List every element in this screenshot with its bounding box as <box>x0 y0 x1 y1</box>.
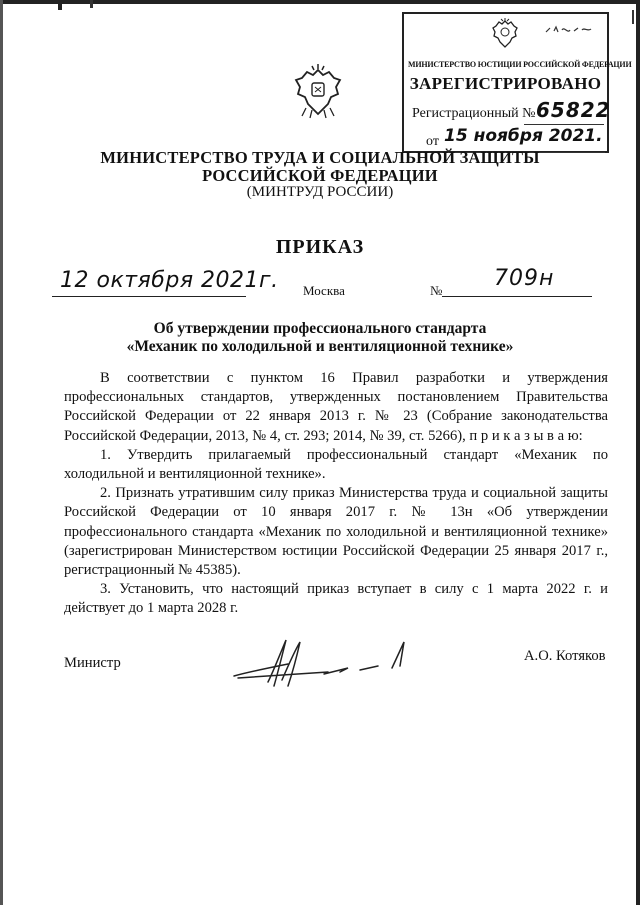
stamp-underline <box>524 124 604 125</box>
stamp-date: 15 ноября 2021. <box>444 126 603 146</box>
signer-name: А.О. Котяков <box>524 648 606 664</box>
coat-of-arms-icon <box>490 18 520 50</box>
stamp-reg-label: Регистрационный № <box>412 106 536 121</box>
handwritten-mark <box>544 22 594 38</box>
stamp-status: ЗАРЕГИСТРИРОВАНО <box>409 74 602 93</box>
scan-mark <box>632 10 634 24</box>
scan-edge-left <box>0 0 3 905</box>
body-paragraph-item-2: 2. Признать утратившим силу приказ Министерства труда и социальной защиты Российской Федерации от 10 января 2017 г. № 13н «Об утверждении профессионального стандарта «Механик по холодильной и вентиляционной технике» (зарегистрирован Министерством юстиции Российской Федерации 25 января 2017 г., регистрационный № 45385). <box>64 485 608 579</box>
body-paragraph-item-3: 3. Установить, что настоящий приказ вступает в силу с 1 марта 2022 г. и действует до 1 марта 2028 г. <box>64 581 608 617</box>
order-number: 709н <box>494 266 555 291</box>
stamp-reg-number: 65822 <box>536 98 611 122</box>
scan-edge-top <box>0 0 640 4</box>
scan-edge-right <box>636 0 640 905</box>
handwritten-signature <box>228 636 418 692</box>
ministry-name-line2: РОССИЙСКОЙ ФЕДЕРАЦИИ <box>202 166 438 185</box>
scan-mark <box>90 0 93 8</box>
coat-of-arms-icon <box>292 64 344 120</box>
document-body <box>64 369 608 619</box>
stamp-ministry-name: МИНИСТЕРСТВО ЮСТИЦИИ РОССИЙСКОЙ ФЕДЕРАЦИИ <box>408 60 632 69</box>
signer-title: Министр <box>64 655 121 671</box>
registration-stamp <box>402 12 632 153</box>
order-date: 12 октября 2021г. <box>60 268 279 293</box>
stamp-date-prefix: от <box>426 134 439 149</box>
ministry-name-line1: МИНИСТЕРСТВО ТРУДА И СОЦИАЛЬНОЙ ЗАЩИТЫ <box>100 148 540 167</box>
number-underline <box>442 296 592 297</box>
body-paragraph-item-1: 1. Утвердить прилагаемый профессиональный стандарт «Механик по холодильной и вентиляционной технике». <box>64 446 608 483</box>
subject-line1: Об утверждении профессионального стандарта <box>153 320 487 337</box>
scan-mark <box>58 0 62 10</box>
ministry-short-name: (МИНТРУД РОССИИ) <box>246 184 394 200</box>
document-type: ПРИКАЗ <box>275 236 365 258</box>
number-sign: № <box>430 283 443 298</box>
date-underline <box>52 296 246 297</box>
subject-line2: «Механик по холодильной и вентиляционной технике» <box>126 338 514 355</box>
order-city: Москва <box>303 283 345 298</box>
body-paragraph-preamble: В соответствии с пунктом 16 Правил разработки и утверждения профессиональных стандартов, утвержденных постановлением Правительства Российской Федерации от 22 января 2013 г. № 23 (Собрание законодательства Российской Федерации, 2013, № 4, ст. 293; 2014, № 39, ст. 5266), п р и к а з ы в а ю: <box>64 370 608 444</box>
